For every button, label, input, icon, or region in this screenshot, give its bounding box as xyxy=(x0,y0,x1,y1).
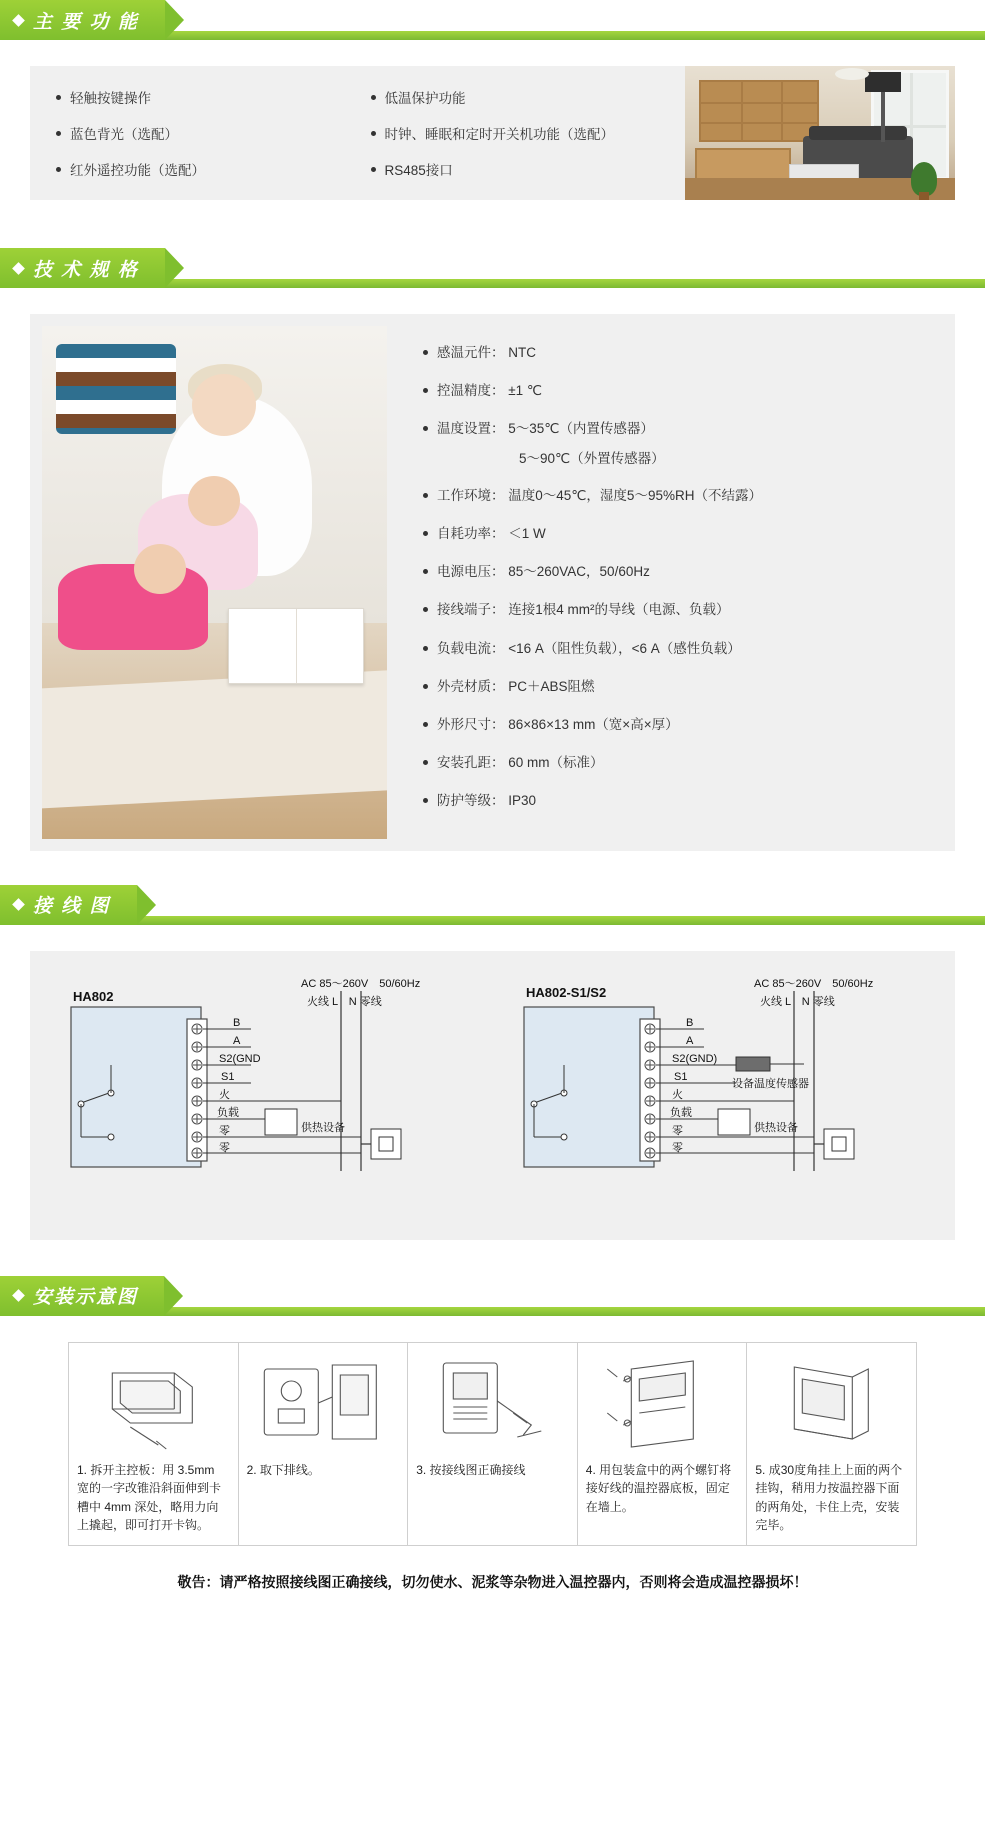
feature-item xyxy=(56,123,371,143)
svg-text:B: B xyxy=(685,1016,694,1029)
features-panel xyxy=(30,66,955,200)
bullet-icon xyxy=(423,493,428,498)
svg-text:A: A xyxy=(685,1034,694,1047)
bullet-icon xyxy=(423,388,428,393)
warning-notice: 敬告：请严格按照接线图正确接线，切勿使水、泥浆等杂物进入温控器内，否则将会造成温控器损坏！ xyxy=(177,1574,808,1590)
ribbon-arrow-icon xyxy=(165,248,184,288)
svg-text:设备温度传感器: 设备温度传感器 xyxy=(731,1077,809,1090)
spec-label: 安装孔距： 60 mm（标准） xyxy=(437,755,604,771)
wiring-diagram-ha802-s1s2 xyxy=(504,971,934,1216)
svg-text:HA802: HA802 xyxy=(73,988,114,1004)
install-illustration-2 xyxy=(247,1351,400,1455)
spec-item xyxy=(423,382,935,400)
svg-text:火线 L N 零线: 火线 L N 零线 xyxy=(307,995,383,1008)
install-step xyxy=(578,1343,748,1545)
install-step-caption: 2. 取下排线。 xyxy=(246,1462,320,1477)
bullet-icon xyxy=(56,95,61,100)
install-step xyxy=(239,1343,409,1545)
bullet-icon xyxy=(423,684,428,689)
svg-text:火: 火 xyxy=(671,1088,683,1101)
bullet-icon xyxy=(371,167,376,172)
spec-label: 接线端子： 连接1根4 mm²的导线（电源、负载） xyxy=(437,602,730,618)
spec-item xyxy=(423,525,935,543)
wiring-panel xyxy=(30,951,955,1240)
feature-label: 轻触按键操作 xyxy=(70,91,151,106)
section-title-text: 安装示意图 xyxy=(33,1287,139,1309)
svg-text:S1: S1 xyxy=(673,1070,688,1083)
bullet-icon xyxy=(371,95,376,100)
feature-item xyxy=(371,87,686,107)
spec-sub-label: 5～90℃（外置传感器） xyxy=(519,450,665,466)
feature-item xyxy=(56,87,371,107)
install-step-caption: 3. 按接线图正确接线 xyxy=(416,1462,526,1477)
feature-item xyxy=(371,123,686,143)
svg-text:负载: 负载 xyxy=(669,1106,692,1119)
install-illustration-4 xyxy=(586,1351,739,1455)
wiring-svg-2 xyxy=(504,971,934,1211)
bullet-icon xyxy=(423,760,428,765)
bullet-icon xyxy=(423,646,428,651)
spec-item xyxy=(423,487,935,505)
feature-item xyxy=(56,159,371,179)
bullet-icon xyxy=(423,569,428,574)
wiring-svg-1 xyxy=(51,971,481,1211)
feature-item xyxy=(371,159,686,179)
spec-label: 自耗功率： ＜1 W xyxy=(437,525,546,541)
bullet-icon xyxy=(423,607,428,612)
section-title-text: 主 要 功 能 xyxy=(33,11,139,33)
section-header-features xyxy=(0,0,985,44)
svg-text:S2(GND: S2(GND xyxy=(219,1052,261,1065)
svg-text:火线 L N 零线: 火线 L N 零线 xyxy=(759,995,835,1008)
spec-label: 防护等级： IP30 xyxy=(437,793,537,809)
section-header-wiring xyxy=(0,885,985,929)
diamond-icon xyxy=(12,14,25,27)
specs-list xyxy=(387,314,955,851)
spec-label: 电源电压： 85～260VAC，50/60Hz xyxy=(437,564,650,580)
install-step-caption: 5. 成30度角挂上上面的两个挂钩，稍用力按温控器下面的两角处，卡住上壳，安装完毕。 xyxy=(755,1462,903,1533)
svg-text:S2(GND): S2(GND) xyxy=(671,1052,717,1065)
svg-text:负载: 负载 xyxy=(217,1106,240,1119)
spec-item xyxy=(423,754,935,772)
spec-item xyxy=(423,716,935,734)
feature-label: 蓝色背光（选配） xyxy=(70,127,178,142)
svg-text:零: 零 xyxy=(671,1124,683,1137)
ribbon-arrow-icon xyxy=(165,0,184,40)
spec-item xyxy=(423,420,935,438)
section-title-wiring xyxy=(0,885,137,925)
spec-label: 控温精度： ±1 ℃ xyxy=(437,383,543,399)
spec-item xyxy=(423,601,935,619)
bullet-icon xyxy=(423,350,428,355)
section-title-text: 接 线 图 xyxy=(33,896,111,918)
bullet-icon xyxy=(56,167,61,172)
svg-text:A: A xyxy=(233,1034,241,1047)
install-step-caption: 4. 用包装盒中的两个螺钉将接好线的温控器底板，固定在墙上。 xyxy=(585,1462,732,1514)
spec-item xyxy=(423,344,935,362)
spec-label: 温度设置： 5～35℃（内置传感器） xyxy=(437,421,654,437)
feature-label: 低温保护功能 xyxy=(384,91,466,106)
section-header-install xyxy=(0,1276,985,1320)
svg-text:HA802-S1/S2: HA802-S1/S2 xyxy=(525,984,606,1000)
install-step xyxy=(747,1343,916,1545)
svg-text:供热设备: 供热设备 xyxy=(301,1121,346,1134)
diamond-icon xyxy=(12,262,25,275)
spec-label: 外壳材质： PC＋ABS阻燃 xyxy=(437,678,595,694)
spec-item xyxy=(423,563,935,581)
section-header-specs xyxy=(0,248,985,292)
svg-text:AC 85～260V 50/60Hz: AC 85～260V 50/60Hz xyxy=(753,977,873,990)
ribbon-arrow-icon xyxy=(137,885,156,925)
install-illustration-5 xyxy=(755,1351,908,1455)
spec-label: 工作环境： 温度0～45℃，湿度5～95%RH（不结露） xyxy=(437,487,762,503)
svg-text:B: B xyxy=(233,1016,241,1029)
svg-text:零: 零 xyxy=(219,1141,231,1154)
svg-text:AC 85～260V 50/60Hz: AC 85～260V 50/60Hz xyxy=(301,977,421,990)
family-photo xyxy=(42,326,387,839)
section-title-install xyxy=(0,1276,164,1316)
feature-label: 时钟、睡眠和定时开关机功能（选配） xyxy=(384,127,614,142)
bullet-icon xyxy=(423,531,428,536)
svg-text:零: 零 xyxy=(219,1124,231,1137)
spec-item xyxy=(423,678,935,696)
bullet-icon xyxy=(423,722,428,727)
spec-label: 感温元件： NTC xyxy=(437,345,536,360)
svg-text:火: 火 xyxy=(219,1088,231,1101)
bullet-icon xyxy=(423,426,428,431)
ribbon-arrow-icon xyxy=(164,1276,183,1316)
section-title-specs xyxy=(0,248,165,288)
spec-label: 外形尺寸： 86×86×13 mm（宽×高×厚） xyxy=(437,716,679,732)
install-illustration-3 xyxy=(416,1351,569,1455)
spec-item xyxy=(423,792,935,810)
living-room-photo xyxy=(685,66,955,200)
feature-label: RS485接口 xyxy=(384,163,453,178)
bullet-icon xyxy=(423,798,428,803)
install-illustration-1 xyxy=(77,1351,230,1455)
features-list xyxy=(30,66,685,200)
install-steps-panel xyxy=(68,1342,917,1546)
svg-text:S1: S1 xyxy=(221,1070,235,1083)
bullet-icon xyxy=(371,131,376,136)
diamond-icon xyxy=(12,1289,25,1302)
diamond-icon xyxy=(12,898,25,911)
spec-label: 负载电流： <16 A（阻性负载），<6 A（感性负载） xyxy=(437,640,741,656)
svg-text:供热设备: 供热设备 xyxy=(753,1121,798,1134)
section-title-text: 技 术 规 格 xyxy=(33,259,139,281)
section-title-features xyxy=(0,0,165,40)
install-step-caption: 1. 拆开主控板：用 3.5mm 宽的一字改锥沿斜面伸到卡槽中 4mm 深处，略用力向上撬起，即可打开卡钩。 xyxy=(77,1462,222,1533)
bullet-icon xyxy=(56,131,61,136)
install-step xyxy=(408,1343,578,1545)
feature-label: 红外遥控功能（选配） xyxy=(70,163,205,178)
svg-text:零: 零 xyxy=(671,1141,683,1154)
wiring-diagram-ha802 xyxy=(51,971,481,1216)
install-step xyxy=(69,1343,239,1545)
specs-panel xyxy=(30,314,955,851)
spec-item xyxy=(423,640,935,658)
